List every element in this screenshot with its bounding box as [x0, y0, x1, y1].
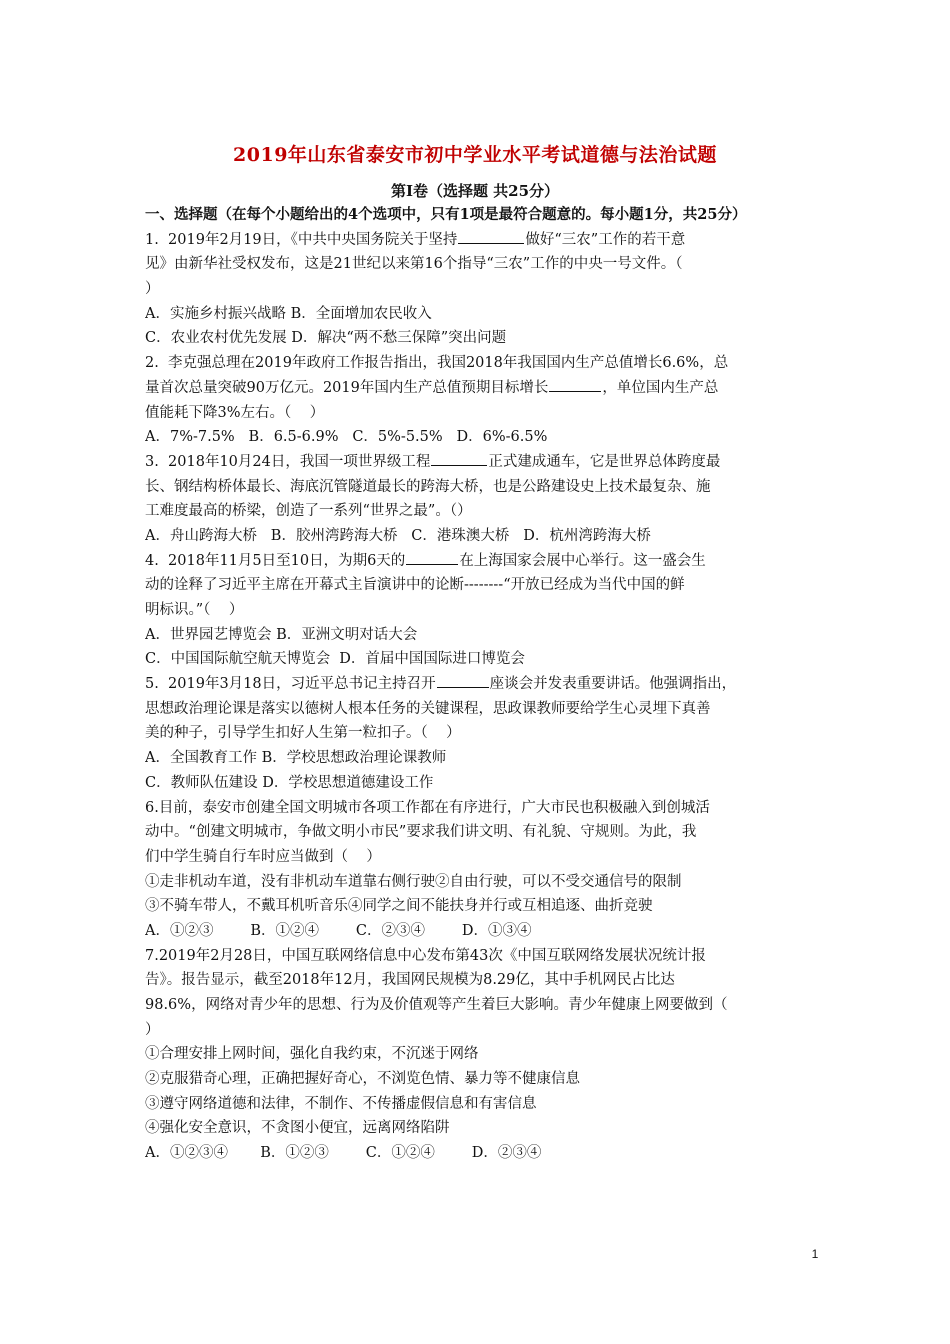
- question-7-line-4: ）: [145, 1021, 160, 1038]
- question-7-line-3: 98.6%，网络对青少年的思想、行为及价值观等产生着巨大影响。青少年健康上网要做到（: [145, 997, 728, 1014]
- question-7-options: A．①②③④ B．①②③ C．①②④ D．②③④: [145, 1145, 542, 1162]
- question-7-statement-3: ③遵守网络道德和法律，不制作、不传播虚假信息和有害信息: [145, 1095, 537, 1112]
- question-3-line-3: 工难度最高的桥梁，创造了一系列“世界之最”。（）: [145, 503, 472, 520]
- question-5-options-cd: C．教师队伍建设 D．学校思想道德建设工作: [145, 774, 434, 791]
- section-heading: 一、选择题（在每个小题给出的4个选项中，只有1项是最符合题意的。每小题1分，共25分）: [145, 206, 747, 223]
- question-1-options-ab: A．实施乡村振兴战略 B．全面增加农民收入: [145, 305, 432, 322]
- question-4-line-3: 明标识。”（ ）: [145, 602, 244, 619]
- question-2-line-2: 量首次总量突破90万亿元。2019年国内生产总值预期目标增长 ，单位国内生产总: [145, 376, 813, 401]
- question-6-line-1: 6.目前，泰安市创建全国文明城市各项工作都在有序进行，广大市民也积极融入到创城活: [145, 799, 710, 816]
- question-1-line-1: 1. 2019年2月19日，《中共中央国务院关于坚持 做好“三农”工作的若干意: [145, 228, 813, 253]
- question-content: [145, 203, 813, 1166]
- exam-subtitle: 第Ⅰ卷（选择题 共25分）: [390, 182, 560, 200]
- answer-blank: [549, 377, 601, 392]
- question-4-line-2: 动的诠释了习近平主席在开幕式主旨演讲中的论断--------“开放已经成为当代中国的鲜: [145, 577, 685, 594]
- question-1-line-2: 见》由新华社受权发布，这是21世纪以来第16个指导“三农”工作的中央一号文件。（: [145, 256, 683, 273]
- question-5-line-3: 美的种子，引导学生扣好人生第一粒扣子。（ ）: [145, 725, 461, 742]
- question-7-line-1: 7.2019年2月28日，中国互联网络信息中心发布第43次《中国互联网络发展状况统计报: [145, 947, 706, 964]
- question-1-options-cd: C．农业农村优先发展 D．解决“两不愁三保障”突出问题: [145, 330, 507, 347]
- question-4-options-cd: C．中国国际航空航天博览会 D．首届中国国际进口博览会: [145, 651, 525, 668]
- answer-blank: [458, 229, 524, 244]
- question-3-options: A．舟山跨海大桥 B．胶州湾跨海大桥 C．港珠澳大桥 D．杭州湾跨海大桥: [145, 527, 651, 544]
- answer-blank: [406, 550, 458, 565]
- question-6-statements-2: ③不骑车带人，不戴耳机听音乐④同学之间不能扶身并行或互相追逐、曲折竞驶: [145, 898, 653, 915]
- exam-title: 2019年山东省泰安市初中学业水平考试道德与法治试题: [233, 144, 717, 166]
- question-5-line-2: 思想政治理论课是落实以德树人根本任务的关键课程，思政课教师要给学生心灵埋下真善: [145, 700, 711, 717]
- question-6-line-2: 动中。“创建文明城市，争做文明小市民”要求我们讲文明、有礼貌、守规则。为此，我: [145, 824, 697, 841]
- question-4-options-ab: A．世界园艺博览会 B．亚洲文明对话大会: [145, 626, 418, 643]
- question-6-statements-1: ①走非机动车道，没有非机动车道靠右侧行驶②自由行驶，可以不受交通信号的限制: [145, 873, 682, 890]
- question-6-line-3: 们中学生骑自行车时应当做到（ ）: [145, 848, 381, 865]
- question-7-statement-2: ②克服猎奇心理，正确把握好奇心，不浏览色情、暴力等不健康信息: [145, 1071, 580, 1088]
- question-2-line-3: 值能耗下降3%左右。（ ）: [145, 404, 325, 421]
- question-2-line-1: 2. 李克强总理在2019年政府工作报告指出，我国2018年我国国内生产总值增长6.6%，总: [145, 355, 729, 372]
- answer-blank: [437, 673, 489, 688]
- question-7-statement-4: ④强化安全意识，不贪图小便宜，远离网络陷阱: [145, 1120, 450, 1137]
- page-number: 1: [811, 1247, 819, 1261]
- question-7-line-2: 告》。报告显示，截至2018年12月，我国网民规模为8.29亿，其中手机网民占比达: [145, 972, 675, 989]
- question-2-options: A．7%-7.5% B．6.5-6.9% C．5%-5.5% D．6%-6.5%: [145, 429, 548, 446]
- question-7-statement-1: ①合理安排上网时间，强化自我约束，不沉迷于网络: [145, 1046, 479, 1063]
- question-6-options: A．①②③ B．①②④ C．②③④ D．①③④: [145, 922, 532, 939]
- question-3-line-2: 长、钢结构桥体最长、海底沉管隧道最长的跨海大桥，也是公路建设史上技术最复杂、施: [145, 478, 711, 495]
- question-4-line-1: 4. 2018年11月5日至10日，为期6天的 在上海国家会展中心举行。这一盛会生: [145, 549, 813, 574]
- question-3-line-1: 3. 2018年10月24日，我国一项世界级工程 正式建成通车，它是世界总体跨度最: [145, 450, 813, 475]
- question-1-line-3: ）: [145, 281, 160, 298]
- answer-blank: [431, 451, 487, 466]
- question-5-options-ab: A．全国教育工作 B．学校思想政治理论课教师: [145, 750, 447, 767]
- question-5-line-1: 5. 2019年3月18日，习近平总书记主持召开 座谈会并发表重要讲话。他强调指出，: [145, 672, 813, 697]
